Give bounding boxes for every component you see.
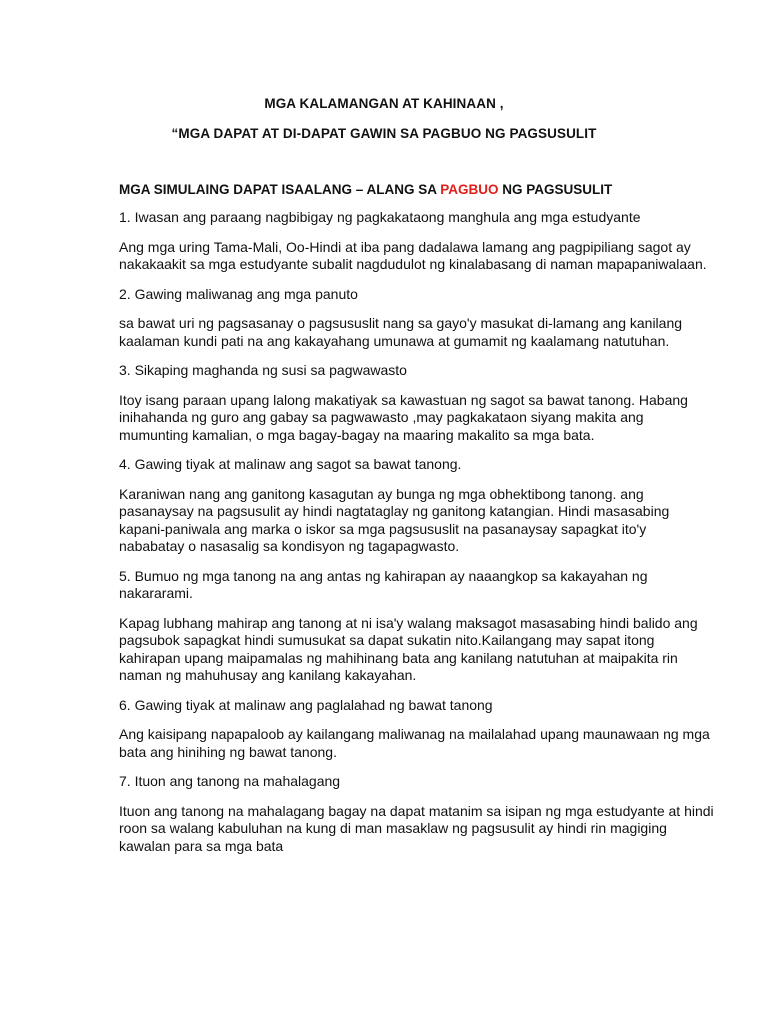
- paragraph-line: Ang mga uring Tama-Mali, Oo-Hindi at iba pang dadalawa lamang ang pagpipiliang sagot ay: [119, 238, 691, 255]
- paragraph-line: naman ng mahuhusay ang kanilang kakayahan.: [119, 667, 417, 683]
- paragraph-line: Itoy isang paraan upang lalong makatiyak sa kawastuan ng sagot sa bawat tanong. Habang: [119, 391, 688, 408]
- paragraph-line: inihahanda ng guro ang gabay sa pagwawasto ,may pagkakataon siyang makita ang: [119, 409, 644, 425]
- paragraph-line: kaalaman kundi pati na ang kakayahang umunawa at gumamit ng kaalamang natutuhan.: [119, 332, 670, 349]
- document-body: [119, 209, 714, 867]
- item-heading: 6. Gawing tiyak at malinaw ang paglalahad ng bawat tanong: [119, 696, 493, 713]
- item-paragraph: [119, 614, 698, 685]
- item-heading: 7. Ituon ang tanong na mahalagang: [119, 773, 341, 789]
- paragraph-line: bata ang hinihing ng bawat tanong.: [119, 743, 337, 760]
- paragraph-line: kahirapan upang maipamalas ng mahihinang bata ang kanilang natutuhan at maipakita rin: [119, 649, 678, 666]
- paragraph-line: Kapag lubhang mahirap ang tanong at ni isa'y walang maksagot masasabing hindi balido ang: [119, 614, 698, 631]
- section-heading-prefix: MGA SIMULAING DAPAT ISAALANG – ALANG SA: [119, 182, 441, 197]
- paragraph-line: kawalan para sa mga bata: [119, 837, 284, 854]
- paragraph-line: Ituon ang tanong na mahalagang bagay na dapat matanim sa isipan ng mga estudyante at hindi: [119, 802, 714, 819]
- item-heading: 2. Gawing maliwanag ang mga panuto: [119, 285, 358, 302]
- item-paragraph: [119, 238, 707, 274]
- item-paragraph: [119, 315, 683, 350]
- paragraph-line: Karaniwan nang ang ganitong kasagutan ay bunga ng mga obhektibong tanong. ang: [119, 485, 644, 502]
- document-title: MGA KALAMANGAN AT KAHINAAN ,: [264, 96, 504, 111]
- paragraph-line: sa bawat uri ng pagsasanay o pagsususlit nang sa gayo'y masukat di-lamang ang kanilang: [119, 315, 683, 331]
- item-heading: 4. Gawing tiyak at malinaw ang sagot sa bawat tanong.: [119, 456, 462, 472]
- item-heading: 1. Iwasan ang paraang nagbibigay ng pagkakataong manghula ang mga estudyante: [119, 209, 641, 225]
- paragraph-line: kapani-paniwala ang marka o iskor sa mga pagsususlit na pasanaysay sapagkat ito'y: [119, 520, 647, 537]
- paragraph-line: roon sa walang kabuluhan na kung di man masaklaw ng pagsusulit ay hindi rin magiging: [119, 820, 667, 836]
- paragraph-line: pasanaysay na pagsusulit ay hindi nagtataglay ng ganitong katangian. Hindi masasabing: [119, 503, 670, 519]
- item-paragraph: [119, 485, 670, 556]
- document-subtitle: “MGA DAPAT AT DI-DAPAT GAWIN SA PAGBUO NG PAGSUSULIT: [171, 126, 597, 141]
- item-paragraph: [119, 391, 688, 445]
- paragraph-line: Ang kaisipang napapaloob ay kailangang maliwanag na mailalahad upang maunawaan ng mga: [119, 726, 710, 742]
- item-heading-line: nakararami.: [119, 585, 193, 601]
- section-heading-suffix: NG PAGSUSULIT: [498, 182, 613, 197]
- paragraph-line: nababatay o nasasalig sa kondisyon ng tagapagwasto.: [119, 538, 460, 554]
- section-heading: [119, 182, 612, 197]
- paragraph-line: mumunting kamalian, o mga bagay-bagay na maaring makalito sa mga bata.: [119, 426, 595, 443]
- item-paragraph: [119, 802, 714, 856]
- item-heading: 3. Sikaping maghanda ng susi sa pagwawasto: [119, 362, 407, 378]
- item-heading-line: 5. Bumuo ng mga tanong na ang antas ng kahirapan ay naaangkop sa kakayahan ng: [119, 567, 648, 584]
- paragraph-line: pagsubok sapagkat hindi sumusukat sa dapat sukatin nito.Kailangang may sapat itong: [119, 632, 655, 648]
- section-heading-highlight: PAGBUO: [440, 182, 499, 197]
- paragraph-line: nakakaakit sa mga estudyante subalit nagdudulot ng kinalabasang di naman mapapaniwalaan.: [119, 256, 707, 272]
- item-paragraph: [119, 726, 710, 761]
- item-heading: [119, 568, 659, 603]
